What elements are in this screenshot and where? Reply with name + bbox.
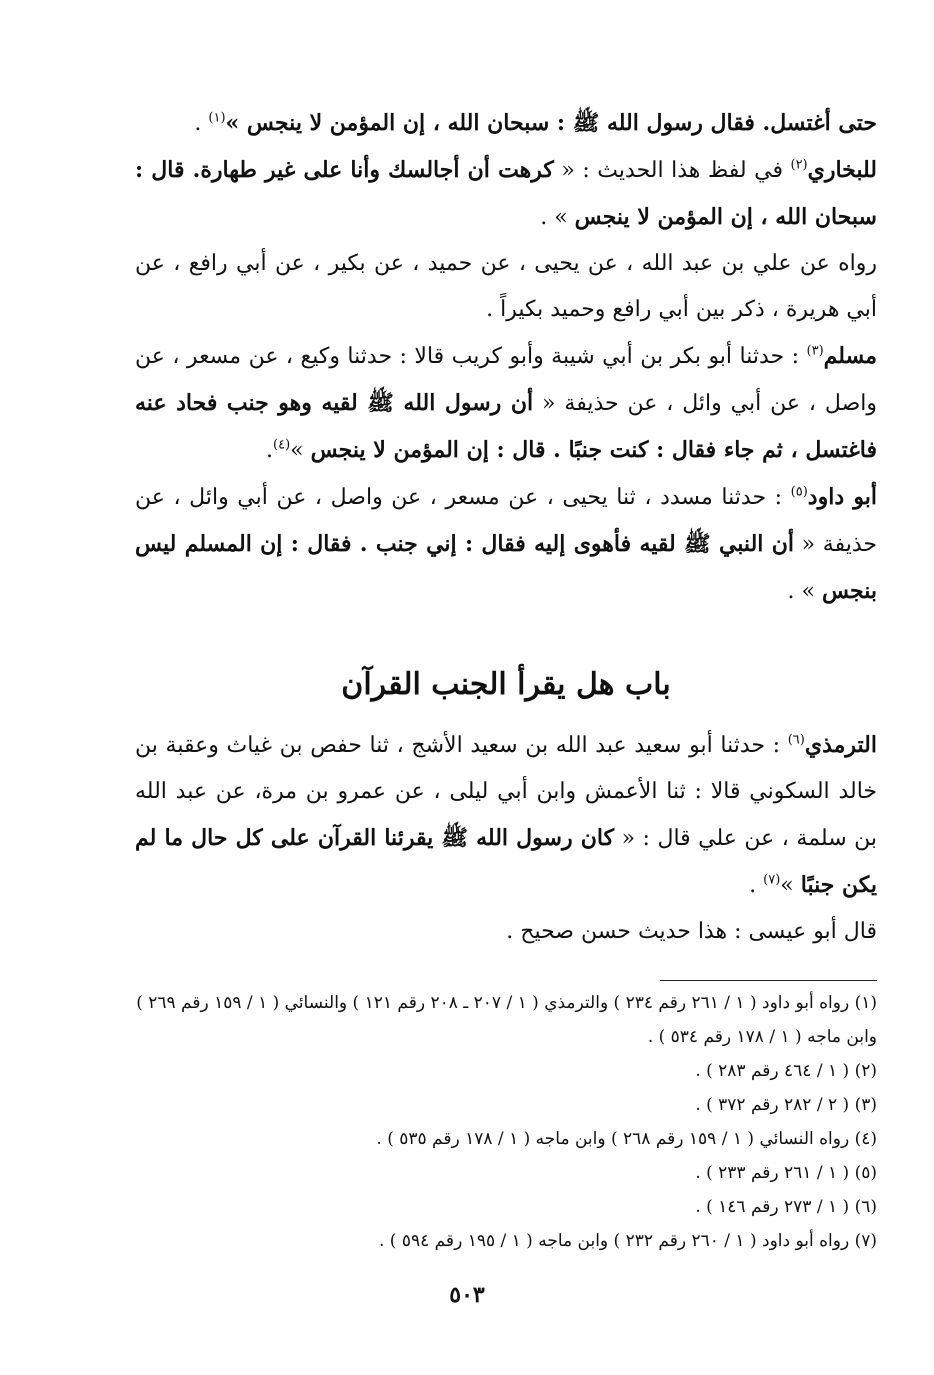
footnote-text: رواه النسائي ( ١ / ١٥٩ رقم ٢٦٨ ) وابن ماجه ( ١ / ١٧٨ رقم ٥٣٥ ) . [376,1129,850,1149]
text-segment: . [749,873,764,898]
footnote-number: (٢) [854,1061,877,1081]
text-segment: الترمذي [804,732,877,758]
text-segment: قال أبو عيسى : هذا حديث حسن صحيح . [506,919,877,944]
text-segment: أن رسول الله ﷺ لقيه وهو جنب فحاد عنه فاغتسل ، ثم جاء فقال : كنت جنبًا . قال : إن المؤمن لا ينجس [135,390,877,463]
paragraph [135,474,877,615]
footnote-text: ( ١ / ٢٦١ رقم ٢٣٣ ) . [695,1163,850,1183]
footnote-text: رواه أبو داود ( ١ / ٢٦٠ رقم ٢٣٢ ) وابن ماجه ( ١ / ١٩٥ رقم ٥٩٤ ) . [378,1231,850,1251]
text-segment: أن النبي ﷺ لقيه فأهوى إليه فقال : إني جنب . فقال : إن المسلم ليس بنجس [135,531,877,604]
paragraph [135,147,877,241]
paragraph [135,333,877,474]
text-segment: : حدثنا أبو بكر بن أبي شيبة وأبو كريب قالا : حدثنا وكيع ، عن مسعر ، عن واصل ، عن أبي وائل ، عن حذيفة « [135,344,877,416]
text-segment: أبو داود [807,484,877,510]
footnote-ref: (٢) [790,157,808,173]
text-segment: » . [787,579,822,604]
paragraph [135,722,877,909]
footnote-text: ( ١ / ٢٧٣ رقم ١٤٦ ) . [695,1197,850,1217]
text-segment: » . [540,205,575,230]
footnote-number: (٤) [854,1129,877,1149]
text-segment: للبخاري [807,157,877,183]
text-segment: » [290,438,311,463]
footnote-ref: (١) [208,110,226,126]
footnote-number: (١) [854,993,877,1013]
text-segment: رواه عن علي بن عبد الله ، عن يحيى ، عن حميد ، عن بكير ، عن أبي رافع ، عن أبي هريرة ، ذكر بين أبي رافع وحميد بكيراً . [135,251,877,322]
footnotes [135,986,877,1258]
footnote-number: (٦) [854,1197,877,1217]
paragraph [135,241,877,333]
text-segment: حتى أغتسل. فقال رسول الله ﷺ : سبحان الله ، إن المؤمن لا ينجس » [225,110,877,136]
footnote [135,1190,877,1224]
footnote-separator [660,980,877,981]
footnote-ref: (٥) [790,484,808,500]
footnote [135,986,877,1054]
footnote-ref: (٦) [787,732,805,748]
footnote [135,1156,877,1190]
text-segment: » [780,873,801,898]
body-text-bottom [135,722,877,955]
body-text-top [135,100,877,615]
footnote-ref: (٤) [273,437,291,453]
text-segment: كرهت أن أجالسك وأنا على غير طهارة. قال : سبحان الله ، إن المؤمن لا ينجس [135,157,877,230]
text-segment: مسلم [823,343,877,369]
footnote-ref: (٧) [763,872,781,888]
text-segment: كان رسول الله ﷺ يقرئنا القرآن على كل حال ما لم يكن جنبًا [135,825,877,898]
footnote-number: (٣) [854,1095,877,1115]
text-segment: : حدثنا أبو سعيد عبد الله بن سعيد الأشج ، ثنا حفص بن غياث وعقبة بن خالد السكوني قالا : ثنا الأعمش وابن أبي ليلى ، عن عمرو بن مرة، عن عبد الله بن سلمة ، عن علي قال : « [135,733,877,851]
text-segment: في لفظ هذا الحديث : « [553,158,791,183]
footnote-text: ( ١ / ٤٦٤ رقم ٢٨٣ ) . [695,1061,850,1081]
paragraph [135,909,877,955]
footnote [135,1088,877,1122]
footnote-number: (٥) [854,1163,877,1183]
text-segment: . [194,111,209,136]
page-number: ٥٠٣ [449,1282,485,1308]
footnote [135,1122,877,1156]
text-segment: . [266,438,274,463]
footnote-ref: (٣) [806,343,824,359]
footnote [135,1054,877,1088]
footnote [135,1224,877,1258]
chapter-heading: باب هل يقرأ الجنب القرآن [341,667,671,702]
paragraph [135,100,877,147]
text-segment: : حدثنا مسدد ، ثنا يحيى ، عن مسعر ، عن واصل ، عن أبي وائل ، عن حذيفة « [135,485,877,557]
footnote-text: ( ٢ / ٢٨٢ رقم ٣٧٢ ) . [695,1095,850,1115]
footnote-text: رواه أبو داود ( ١ / ٢٦١ رقم ٢٣٤ ) والترمذي ( ١ / ٢٠٧ ـ ٢٠٨ رقم ١٢١ ) والنسائي ( ١ / ١٥٩ رقم ٢٦٩ ) وابن ماجه ( ١ / ١٧٨ رقم ٥٣٤ ) . [136,993,877,1047]
footnote-number: (٧) [854,1231,877,1251]
